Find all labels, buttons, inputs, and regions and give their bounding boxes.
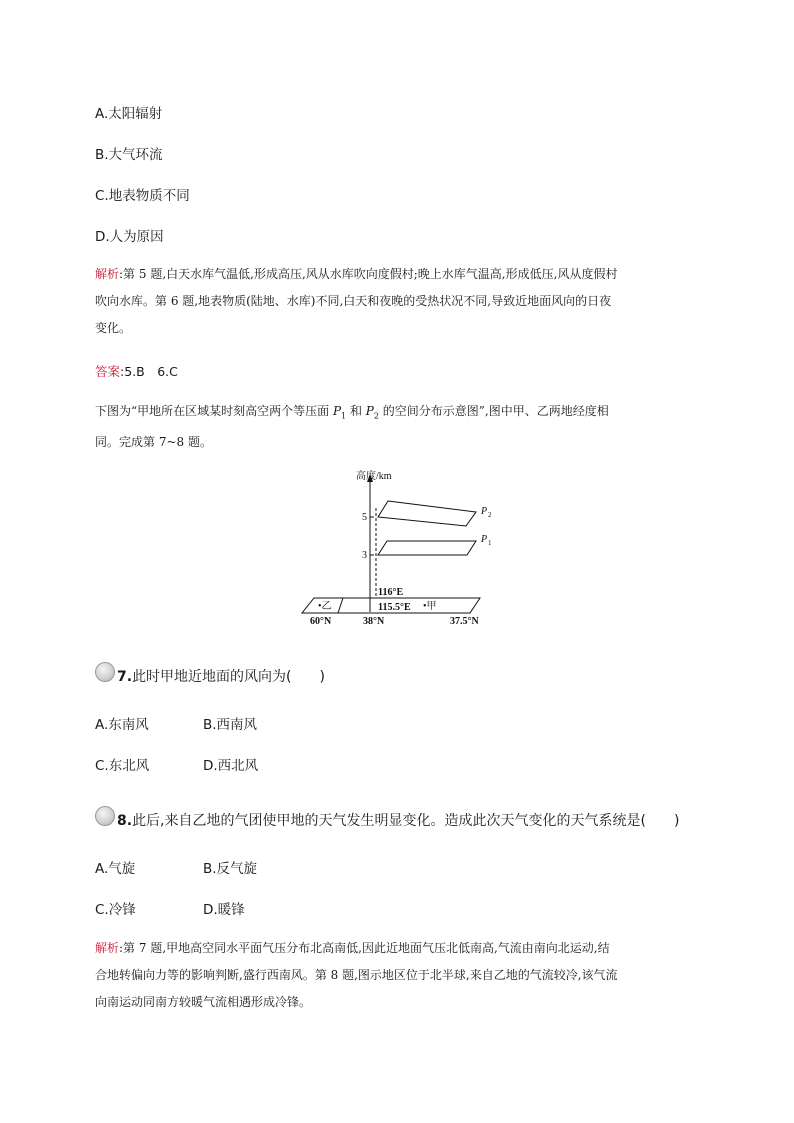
question-marker-icon (95, 806, 115, 826)
question-stem: 此后,来自乙地的气团使甲地的天气发生明显变化。造成此次天气变化的天气系统是( ) (132, 813, 680, 829)
isobaric-surface-diagram (290, 468, 500, 630)
q8-option-b: B.反气旋 (203, 861, 258, 877)
analysis-tag: 解析 (95, 267, 120, 281)
q7-option-d: D.西北风 (203, 758, 259, 774)
p1-sub: 1 (488, 539, 492, 547)
answer-line (95, 362, 178, 380)
question-marker-icon (95, 662, 115, 682)
q8-option-a: A.气旋 (95, 861, 136, 877)
question-8 (117, 810, 679, 830)
lat-60-label: 60°N (310, 616, 332, 627)
p1-surface (378, 541, 476, 555)
analysis-line: 合地转偏向力等的影响判断,盛行西南风。第 8 题,图示地区位于北半球,来自乙地的气流较冷,该气流 (95, 968, 618, 982)
p2-symbol: P (365, 404, 374, 418)
analysis-line: :第 5 题,白天水库气温低,形成高压,风从水库吹向度假村;晚上水库气温高,形成低压,风从度假村 (119, 267, 618, 281)
option-b: B.大气环流 (95, 147, 163, 163)
lon-116-label: 116°E (378, 587, 404, 598)
q7-option-a: A.东南风 (95, 717, 149, 733)
question-number: 7. (117, 669, 133, 685)
option-d: D.人为原因 (95, 229, 164, 245)
answer-text: :5.B 6.C (120, 364, 178, 379)
option-c: C.地表物质不同 (95, 188, 190, 204)
lat-375-label: 37.5°N (450, 616, 479, 627)
intro-block (95, 398, 609, 456)
lat-38-label: 38°N (363, 616, 385, 627)
analysis-block-2 (95, 935, 618, 1016)
analysis-line: :第 7 题,甲地高空同水平面气压分布北高南低,因此近地面气压北低南高,气流由南向北运动,结 (119, 941, 610, 955)
p1-label: P (481, 534, 488, 545)
tick-label-5: 5 (362, 512, 367, 523)
intro-text: 同。完成第 7~8 题。 (95, 435, 212, 450)
p2-subscript: 2 (373, 411, 379, 421)
q8-option-d: D.暖锋 (203, 902, 245, 918)
lon-1155-label: 115.5°E (378, 602, 411, 613)
analysis-line: 吹向水库。第 6 题,地表物质(陆地、水库)不同,白天和夜晚的受热状况不同,导致近地面风向的日夜 (95, 294, 612, 308)
question-number: 8. (117, 813, 133, 829)
q8-option-c: C.冷锋 (95, 902, 136, 918)
location-yi: •乙 (318, 601, 332, 612)
p2-surface (378, 501, 476, 526)
lat-line-60 (338, 598, 343, 613)
location-jia: •甲 (423, 601, 437, 612)
y-axis-label: 高度/km (356, 471, 392, 482)
analysis-tag: 解析 (95, 941, 120, 955)
p2-label: P (481, 506, 488, 517)
option-a: A.太阳辐射 (95, 106, 163, 122)
q7-option-c: C.东北风 (95, 758, 150, 774)
tick-label-3: 3 (362, 550, 367, 561)
intro-text: 下图为“甲地所在区域某时刻高空两个等压面 (95, 404, 333, 418)
question-stem: 此时甲地近地面的风向为( ) (132, 669, 325, 685)
intro-text: 和 (346, 404, 366, 418)
analysis-line: 向南运动同南方较暖气流相遇形成冷锋。 (95, 995, 312, 1009)
p2-sub: 2 (488, 511, 492, 519)
analysis-block-1 (95, 261, 617, 342)
intro-text: 的空间分布示意图”,图中甲、乙两地经度相 (378, 404, 609, 418)
p1-symbol: P (332, 404, 342, 418)
answer-tag: 答案 (95, 364, 121, 379)
question-7 (117, 666, 325, 686)
p1-subscript: 1 (341, 411, 347, 421)
analysis-line: 变化。 (95, 321, 132, 335)
q7-option-b: B.西南风 (203, 717, 258, 733)
